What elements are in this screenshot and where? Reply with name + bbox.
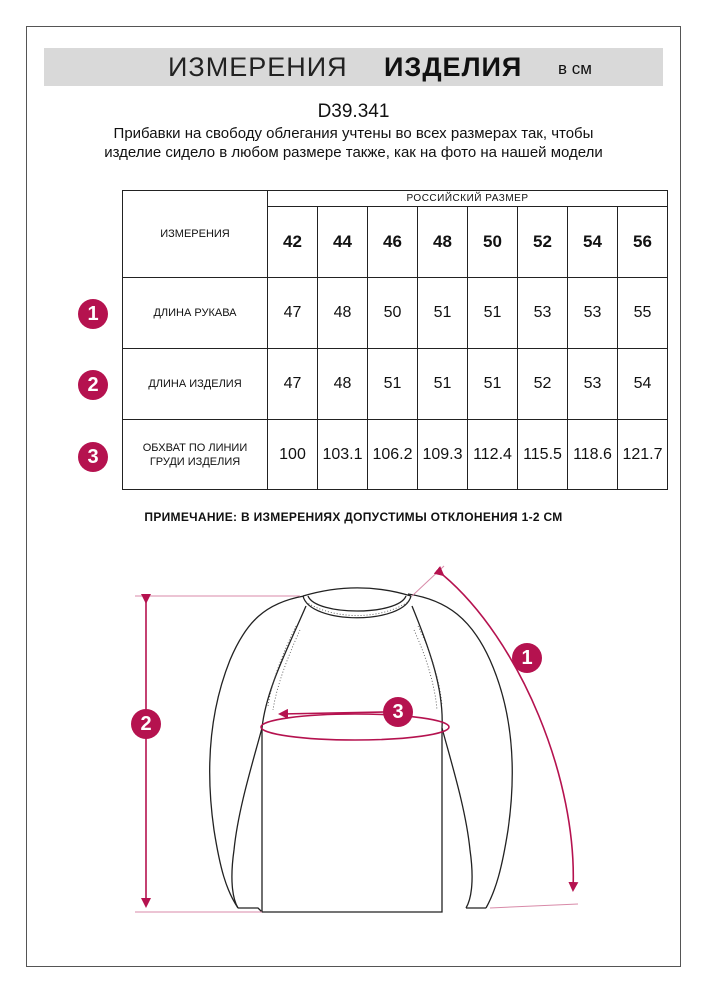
row-label-length: ДЛИНА ИЗДЕЛИЯ bbox=[123, 349, 268, 420]
fit-note: Прибавки на свободу облегания учтены во всех размерах так, чтобы изделие сидело в любом размере также, как на фото на нашей модели bbox=[104, 125, 603, 161]
size-header: 44 bbox=[318, 207, 368, 278]
table-cell: 51 bbox=[368, 349, 418, 420]
size-header: 46 bbox=[368, 207, 418, 278]
size-group-label: РОССИЙСКИЙ РАЗМЕР bbox=[268, 191, 668, 207]
table-cell: 51 bbox=[468, 278, 518, 349]
size-header: 54 bbox=[568, 207, 618, 278]
size-header: 48 bbox=[418, 207, 468, 278]
table-cell: 53 bbox=[518, 278, 568, 349]
sleeve-arrow bbox=[443, 575, 573, 890]
sleeve-guide-bottom bbox=[490, 904, 578, 908]
tolerance-remark: ПРИМЕЧАНИЕ: В ИЗМЕРЕНИЯХ ДОПУСТИМЫ ОТКЛОНЕНИЯ 1-2 СМ bbox=[144, 510, 563, 524]
row-number-badge: 3 bbox=[78, 442, 108, 472]
table-cell: 48 bbox=[318, 278, 368, 349]
table-cell: 47 bbox=[268, 349, 318, 420]
table-cell: 51 bbox=[418, 278, 468, 349]
length-badge: 2 bbox=[131, 709, 161, 739]
table-cell: 103.1 bbox=[318, 420, 368, 490]
title-unit: в см bbox=[558, 59, 592, 78]
table-cell: 50 bbox=[368, 278, 418, 349]
table-cell: 54 bbox=[618, 349, 668, 420]
product-code: D39.341 bbox=[317, 101, 390, 122]
size-header: 52 bbox=[518, 207, 568, 278]
table-cell: 55 bbox=[618, 278, 668, 349]
table-cell: 47 bbox=[268, 278, 318, 349]
table-cell: 121.7 bbox=[618, 420, 668, 490]
corner-label: ИЗМЕРЕНИЯ bbox=[123, 191, 268, 278]
size-header: 56 bbox=[618, 207, 668, 278]
chest-ellipse bbox=[261, 714, 449, 740]
table-cell: 106.2 bbox=[368, 420, 418, 490]
table-cell: 118.6 bbox=[568, 420, 618, 490]
row-label-sleeve: ДЛИНА РУКАВА bbox=[123, 278, 268, 349]
size-header: 50 bbox=[468, 207, 518, 278]
table-cell: 48 bbox=[318, 349, 368, 420]
sweater-outline bbox=[210, 588, 513, 912]
title-part-item: ИЗДЕЛИЯ bbox=[384, 52, 523, 82]
table-cell: 112.4 bbox=[468, 420, 518, 490]
table-cell: 100 bbox=[268, 420, 318, 490]
sleeve-guide-top bbox=[412, 566, 444, 596]
table-cell: 53 bbox=[568, 349, 618, 420]
table-cell: 53 bbox=[568, 278, 618, 349]
row-label-chest: ОБХВАТ ПО ЛИНИИ ГРУДИ ИЗДЕЛИЯ bbox=[123, 420, 268, 490]
sleeve-badge: 1 bbox=[512, 643, 542, 673]
table-cell: 51 bbox=[468, 349, 518, 420]
title-part-measurements: ИЗМЕРЕНИЯ bbox=[168, 52, 348, 82]
row-number-badge: 1 bbox=[78, 299, 108, 329]
row-number-badge: 2 bbox=[78, 370, 108, 400]
table-cell: 115.5 bbox=[518, 420, 568, 490]
size-header: 42 bbox=[268, 207, 318, 278]
chest-badge: 3 bbox=[383, 697, 413, 727]
table-cell: 51 bbox=[418, 349, 468, 420]
table-cell: 52 bbox=[518, 349, 568, 420]
table-cell: 109.3 bbox=[418, 420, 468, 490]
